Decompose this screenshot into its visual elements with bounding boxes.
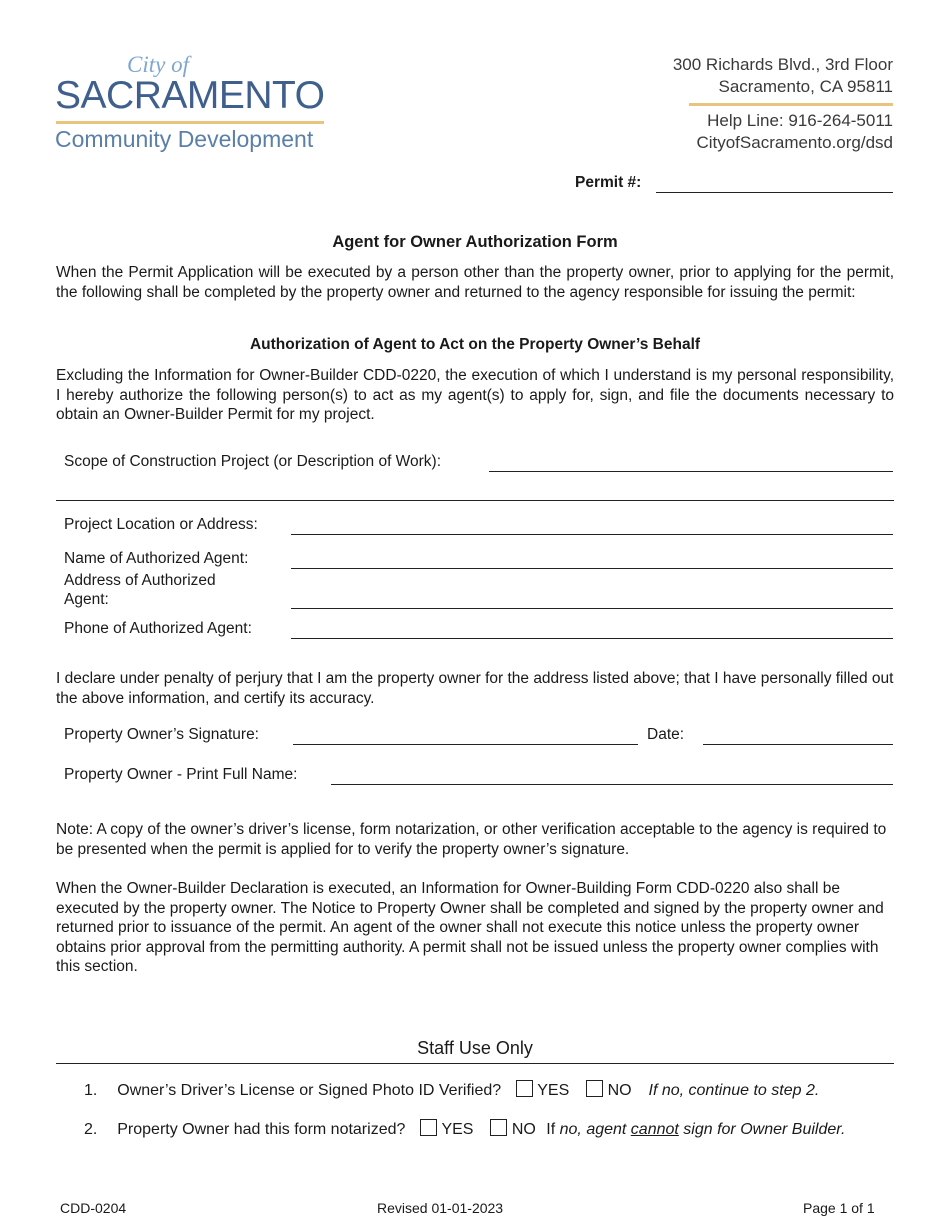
- agent-name-field[interactable]: [291, 568, 893, 569]
- website: CityofSacramento.org/dsd: [696, 133, 893, 152]
- permit-number-field[interactable]: [656, 192, 893, 193]
- address-block-bottom: [696, 110, 893, 154]
- authorization-paragraph: Excluding the Information for Owner-Builder CDD-0220, the execution of which I understand is my personal responsibility, I hereby authorize the following person(s) to act as my agent(s) to apply for, sign, and file the documents necessary to obtain an Owner-Builder Permit for my project.: [56, 367, 894, 423]
- agent-address-label: [64, 571, 216, 609]
- step-2-no-checkbox[interactable]: [490, 1119, 507, 1136]
- owner-print-name-label: Property Owner - Print Full Name:: [64, 766, 298, 783]
- staff-step-2: [84, 1119, 845, 1139]
- permit-number-label: Permit #:: [575, 174, 642, 191]
- step-1-no-checkbox[interactable]: [586, 1080, 603, 1097]
- staff-divider: [56, 1063, 894, 1064]
- step-1-yes-checkbox[interactable]: [516, 1080, 533, 1097]
- scope-field-line-2[interactable]: [56, 500, 894, 501]
- footer-revised: Revised 01-01-2023: [377, 1200, 504, 1216]
- agent-phone-field[interactable]: [291, 638, 893, 639]
- address-block-top: [673, 54, 893, 98]
- logo-department-text: Community Development: [55, 126, 314, 152]
- logo-divider: [56, 121, 324, 124]
- date-label: Date:: [647, 726, 685, 743]
- step-2-number: 2.: [84, 1121, 98, 1138]
- logo-city-text: City of: [127, 52, 189, 77]
- address-city: Sacramento, CA 95811: [718, 77, 893, 96]
- step-1-number: 1.: [84, 1082, 98, 1099]
- step-2-no-label: NO: [511, 1121, 536, 1138]
- step-2-hint-suffix: sign for Owner Builder.: [678, 1121, 846, 1138]
- step-2-hint-cannot: cannot: [630, 1121, 679, 1138]
- declaration-paragraph: I declare under penalty of perjury that I am the property owner for the address listed above; that I have personally filled out the above information, and certify its accuracy.: [56, 670, 894, 707]
- logo-sacramento-text: SACRAMENTO: [55, 74, 325, 117]
- step-1-question: Owner’s Driver’s License or Signed Photo ID Verified?: [117, 1082, 502, 1099]
- address-divider: [689, 103, 893, 106]
- agent-address-field[interactable]: [291, 608, 893, 609]
- owner-signature-label: Property Owner’s Signature:: [64, 726, 259, 743]
- agent-address-label-line2: Agent:: [64, 591, 109, 608]
- form-title: Agent for Owner Authorization Form: [332, 233, 618, 251]
- step-1-yes-label: YES: [537, 1082, 570, 1099]
- step-2-question: Property Owner had this form notarized?: [117, 1121, 406, 1138]
- step-2-yes-label: YES: [441, 1121, 474, 1138]
- note-paragraph: Note: A copy of the owner’s driver’s license, form notarization, or other verification acceptable to the agency is required to be presented when the permit is applied for to verify the property owner’s signature.: [56, 821, 887, 858]
- agent-address-label-line1: Address of Authorized: [64, 572, 216, 589]
- owner-print-name-field[interactable]: [331, 784, 893, 785]
- staff-step-1: [84, 1080, 819, 1100]
- step-2-hint-prefix: If: [546, 1121, 560, 1138]
- step-2-hint-no: no, agent: [559, 1121, 631, 1138]
- footer-form-id: CDD-0204: [60, 1200, 127, 1216]
- address-street: 300 Richards Blvd., 3rd Floor: [672, 55, 893, 74]
- agent-phone-label: Phone of Authorized Agent:: [64, 620, 252, 637]
- step-1-hint: If no, continue to step 2.: [648, 1082, 820, 1099]
- location-label: Project Location or Address:: [64, 516, 258, 533]
- step-1-no-label: NO: [607, 1082, 632, 1099]
- footer-page: Page 1 of 1: [803, 1200, 875, 1216]
- step-2-yes-checkbox[interactable]: [420, 1119, 437, 1136]
- staff-use-title: Staff Use Only: [417, 1038, 533, 1058]
- scope-field[interactable]: [489, 471, 893, 472]
- owner-signature-field[interactable]: [293, 744, 638, 745]
- authorization-heading: Authorization of Agent to Act on the Property Owner’s Behalf: [249, 336, 701, 353]
- date-field[interactable]: [703, 744, 893, 745]
- location-field[interactable]: [291, 534, 893, 535]
- intro-paragraph: When the Permit Application will be executed by a person other than the property owner, prior to applying for the permit, the following shall be completed by the property owner and returned to the agency responsible for issuing the permit:: [56, 264, 894, 301]
- agent-name-label: Name of Authorized Agent:: [64, 550, 249, 567]
- help-line: Help Line: 916-264-5011: [707, 111, 893, 130]
- scope-label: Scope of Construction Project (or Description of Work):: [64, 453, 442, 470]
- owner-builder-paragraph: When the Owner-Builder Declaration is executed, an Information for Owner-Building Form CDD-0220 also shall be executed by the property owner. The Notice to Property Owner shall be completed and signed by the property owner and returned prior to issuance of the permit. An agent of the owner shall not execute this notice unless the property owner obtains prior approval from the permitting authority. A permit shall not be issued unless the property owner complies with this section.: [56, 880, 884, 975]
